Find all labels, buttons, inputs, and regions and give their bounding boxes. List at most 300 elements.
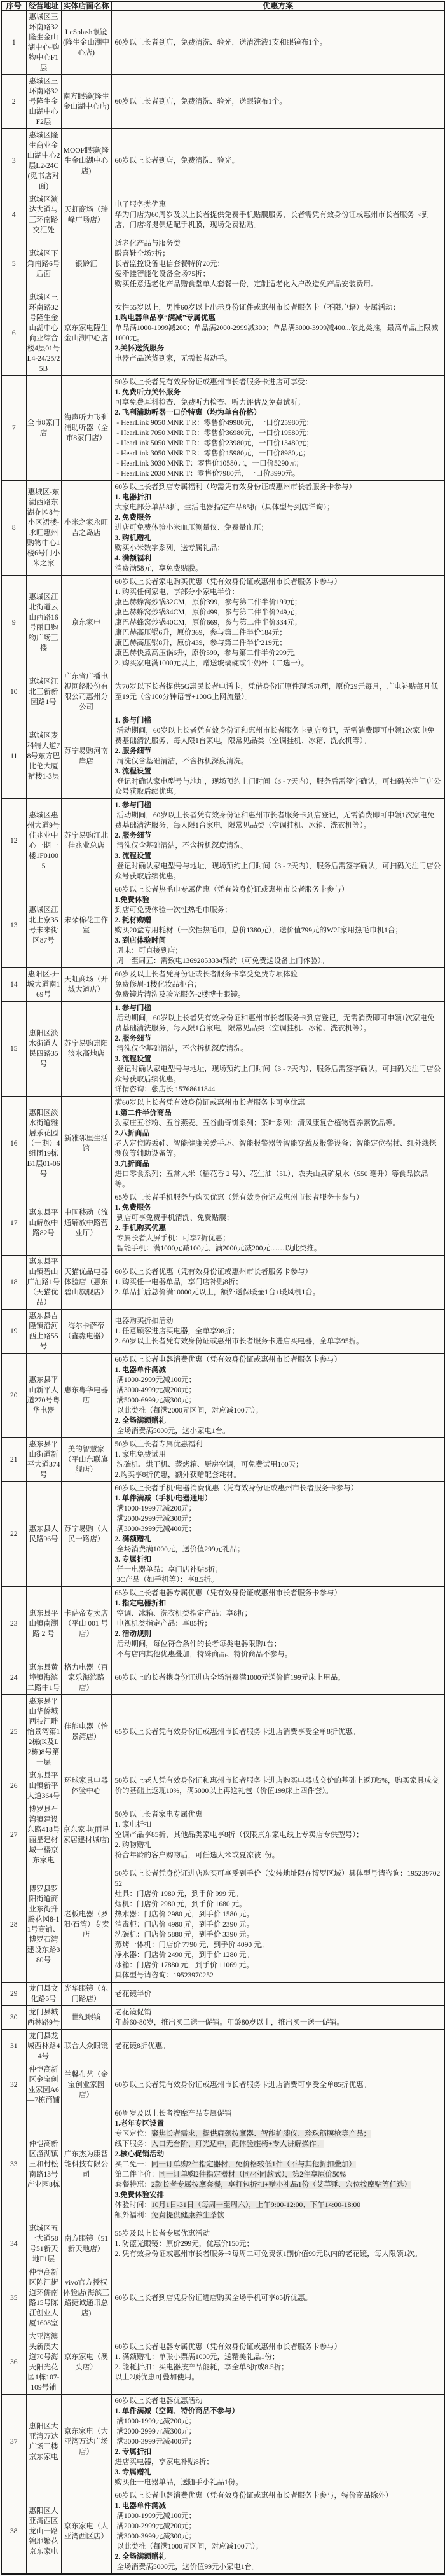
- plan-line: 满3000-3999元减300元；: [114, 2533, 196, 2540]
- table-row: [1, 376, 445, 481]
- plan-line: 3.九折商品: [114, 1160, 150, 1168]
- plan-line: 具体型号请咨询：19523970252: [114, 1972, 214, 1979]
- plan-cell: [111, 75, 445, 129]
- table-row: [1, 1097, 445, 1191]
- plan-cell: [111, 2330, 445, 2395]
- store-name-cell: MOOF眼镜(隆生金山湖中心店): [61, 129, 111, 193]
- store-name-cell: 京东家电（大亚湾西区店）: [61, 2489, 111, 2575]
- table-row: [1, 1695, 445, 1769]
- plan-line: 1. 免费服务: [114, 1204, 151, 1212]
- plan-line: 爱牵挂智能化设备全场75折；: [114, 270, 210, 278]
- store-name-cell: 南方眼镜(隆生金山湖中心店): [61, 75, 111, 129]
- plan-line: 清洗仅含基础清洁，不含拆机深度清洗。: [114, 758, 249, 765]
- table-row: [1, 1867, 445, 1983]
- plan-line: 60岁以上长者优惠（凭有效身份证或惠州市长者服务卡参与）: [114, 1268, 312, 1276]
- plan-line: 60岁以上的长者携身份证进店全场消费满1000元送价值199元床上用品。: [114, 1674, 345, 1682]
- store-name-cell: 新雅邻里生活馆: [61, 1097, 111, 1191]
- plan-line: 满1000-1999元减200元；: [114, 2418, 196, 2425]
- address-cell: 龙门县龙城西林路44号: [26, 2030, 61, 2063]
- plan-line: 劲家庄五谷粉、五谷燕麦、五谷曲奇饼系列；茶叶系列；清风康复合植物营养素饮品等。: [114, 1119, 400, 1127]
- plan-line: 老花镜促销: [114, 2009, 151, 2016]
- plan-line: 购买小米数字系列，送专属礼品；: [114, 544, 224, 552]
- plan-line: 2. 服务细节: [114, 1035, 151, 1042]
- store-name-cell: 格力电器（百家乐海滨路店）: [61, 1661, 111, 1695]
- address-cell: 惠城区演达大道与三环南路交汇处: [26, 193, 61, 237]
- plan-line: 康巴赫快煮高压锅6升，原价599，参与第二件半价299元。: [114, 649, 301, 657]
- header-serial: 序号: [1, 1, 26, 11]
- plan-line: 1. 购买任一电器单品，享门店补贴8折；: [114, 1278, 243, 1286]
- serial-cell: 8: [1, 481, 26, 576]
- plan-line: 60岁以上长者到店，免费清洗、验光，送清洗液1支和眼镜布1个。: [114, 39, 327, 46]
- address-cell: 惠东县平山华侨城西枝江畔怡景湾第12栋(K及L2栋)8号第一层: [26, 1695, 61, 1769]
- store-name-cell: 光华眼镜（东门路店）: [61, 1983, 111, 2006]
- address-cell: 惠东县平山新平大道270号粤华电器: [26, 1354, 61, 1438]
- table-row: [1, 1482, 445, 1587]
- plan-line: 老花镜半价: [114, 1990, 151, 1998]
- plan-line: 1. 购买任何家电，享部分小家电半价：: [114, 588, 239, 596]
- plan-line: 3C产品（如手机等）：享8.5折。: [114, 1576, 219, 1584]
- plan-line: 1. 单件满减（手机/电器通用）: [114, 1495, 212, 1502]
- address-cell: 惠阳区大亚湾万达广场三楼京东家电: [26, 2395, 61, 2489]
- plan-line-label: 额外福利：: [114, 2212, 151, 2219]
- store-name-cell: 小米之家永旺吉之岛店: [61, 481, 111, 576]
- address-cell: 惠城区下角南路6号后面: [26, 237, 61, 291]
- plan-line: 65岁以上长者凭有效身份证或惠州市长者服务卡进店消费享受全单8折优惠。: [114, 1728, 360, 1736]
- plan-line: 消毒柜：门店价 4980 元，到手价 2390 元。: [114, 1921, 254, 1929]
- plan-line: 女性55岁以上，男性60岁以上出示身份证件或惠州市长者服务卡（不限户籍）专属活动；: [114, 304, 400, 312]
- plan-cell: [111, 883, 445, 968]
- plan-line: 洗碗机、烘干机、蒸烤箱、厨房空调，可免费试用100天；: [114, 1461, 303, 1469]
- plan-line: 1. 免费听力关怀服务: [114, 389, 181, 396]
- plan-line: 60岁及以上长者凭身份证或长者服务卡享受免费专项体验: [114, 971, 298, 978]
- table-row: [1, 1438, 445, 1482]
- plan-cell: [111, 968, 445, 1002]
- plan-cell: [111, 1587, 445, 1661]
- serial-cell: 31: [1, 2030, 26, 2063]
- table-row: [1, 2395, 445, 2489]
- address-cell: 仲恺高新区陈江街道环侨南路15号陈江创业大厦1608室: [26, 2266, 61, 2330]
- plan-line: [115, 2210, 442, 2220]
- store-name-cell: 京东家电: [61, 576, 111, 670]
- plan-cell: [111, 1482, 445, 1587]
- plan-line: 1. 防蓝光眼镜：原价299元，优惠价150元；: [114, 2240, 254, 2248]
- plan-line: 进口零食系列；五常大米（稻花香 2 号）、花生油（5L）、农夫山泉矿泉水（550 毫升）等食品饮品等。: [114, 1170, 428, 1188]
- plan-line: 3. 流程设置: [114, 768, 151, 775]
- plan-line: 2. 全场满额赠礼: [114, 2553, 166, 2561]
- plan-cell: [111, 1002, 445, 1097]
- store-name-cell: 卡萨帝专卖店（平山 001 号店）: [61, 1587, 111, 1661]
- serial-cell: 24: [1, 1661, 26, 1695]
- table-row: [1, 75, 445, 129]
- plan-cell: [111, 2222, 445, 2266]
- plan-line: 登记时确认家电型号与地址，现场预约上门时间（3 - 7天内），服务后需签字确认，可扫码关注门店公众号获取后续优惠。: [114, 778, 441, 796]
- table-row: [1, 670, 445, 714]
- plan-line: 60岁以上长者电器消费优惠（凭有效身份证或惠州市长者服务卡参与）: [114, 1356, 341, 1364]
- store-name-cell: 南方眼镜（51新天地店）: [61, 2222, 111, 2266]
- plan-line: 1. 电器折扣: [114, 494, 151, 501]
- plan-line: 2. 耗材购赠: [114, 917, 151, 924]
- header-address: 经营地址: [26, 1, 61, 11]
- plan-line: 活动期间，每位符合条件的长者每类电器限购1台；: [114, 1640, 282, 1648]
- plan-line: 洗碗机：门店价 5880 元，到手价 3390 元。: [114, 1931, 254, 1939]
- plan-line: 50岁以上老人凭有效身份证和惠州市长者服务卡进店购买电器成交价的基础上返现5%，购买家具成交价的基础上返现10%，满5000以上再送礼包（价值199床上四件套）。: [114, 1777, 439, 1795]
- plan-line: 50岁以上长者家电专属优惠: [114, 1811, 203, 1818]
- plan-line: 65岁以上长者电器专属优惠（凭有效身份证或惠州市长者服务卡参与）: [114, 1589, 341, 1597]
- serial-cell: 2: [1, 75, 26, 129]
- plan-line: 60岁以上长者热毛巾专属优惠（凭有效身份证或惠州市长者服务卡参与）: [114, 886, 349, 894]
- plan-cell: [111, 129, 445, 193]
- plan-cell: [111, 1097, 445, 1191]
- plan-line: 电器产品送货到家，无需长者动手。: [114, 355, 232, 363]
- table-row: [1, 883, 445, 968]
- serial-cell: 15: [1, 1002, 26, 1097]
- serial-cell: 29: [1, 1983, 26, 2006]
- plan-line: 2. 单品折后总价满10000元以上，额外送保暖壶1台+暖风机1台。: [114, 1289, 320, 1296]
- plan-line: 满2000-2999元减200元；: [114, 2523, 196, 2530]
- serial-cell: 23: [1, 1587, 26, 1661]
- plan-line-detail: 聚焦长者需求，提供肩颈按摩器、智能护膝仪、珍珠筋膜枪等产品；: [151, 2130, 371, 2138]
- plan-line: 长者监控设备电信套餐特价20元；: [114, 260, 224, 268]
- plan-line: 以此类推（每满2000元区间，对应减100元）；: [114, 1407, 263, 1415]
- serial-cell: 18: [1, 1256, 26, 1310]
- plan-line: 1.第二件半价商品: [114, 1109, 172, 1117]
- address-cell: 龙门县城西林路9号: [26, 2006, 61, 2030]
- plan-line: 电器购买折扣活动: [114, 1317, 174, 1325]
- plan-line: 蒸烤一体机：门店价 7790 元，到手价 4090 元。: [114, 1941, 268, 1949]
- plan-cell: [111, 1769, 445, 1803]
- table-row: [1, 968, 445, 1002]
- plan-line: 2. 购物赠礼: [114, 1841, 151, 1849]
- plan-line: 以此类推（每满1000元区间，对应减100元）；: [114, 2543, 263, 2551]
- plan-line: 满3000-4999元减200元；: [114, 1387, 196, 1394]
- table-row: [1, 1587, 445, 1661]
- plan-line: 周一至周五：需致电13692853334预约（可免费送设备上门体验）。: [114, 957, 329, 965]
- plan-line: 1. 满额赠礼：单张小票满1000元，送精美礼品1份；: [114, 2353, 280, 2361]
- plan-line: [115, 2170, 442, 2180]
- plan-line: 60岁以上长者电器消费优惠（凭有效身份证或惠州市长者服务卡参与，特价商品除外）: [114, 2492, 393, 2500]
- plan-line: 60岁以上长者到店，免费清洗、验光。: [114, 157, 239, 165]
- table-row: [1, 1661, 445, 1695]
- table-row: [1, 129, 445, 193]
- address-cell: 仲恺高新区金宝创业家园A6—7栋商铺: [26, 2063, 61, 2107]
- store-name-cell: 中国移动（流通解放中路营业厅）: [61, 1191, 111, 1256]
- address-cell: 惠阳区淡水街道雅居乐花园（一期）4组团19栋B1层01-06号: [26, 1097, 61, 1191]
- plan-line: 康巴赫蜂窝炒锅34CM，原价499，参与第二件半价249元；: [114, 609, 302, 616]
- plan-line: 2.核心促销活动: [114, 2150, 165, 2158]
- plan-line: 满3000-3999元减400元；: [114, 1525, 196, 1533]
- plan-line: 1.购电器单品享“满减”专属优惠: [114, 314, 216, 322]
- plan-line: 详情咨询：张店长 15768611844: [114, 1086, 216, 1093]
- plan-line: 消费满58元，享免费贴膜。: [114, 565, 203, 572]
- serial-cell: 6: [1, 291, 26, 376]
- address-cell: 惠阳区-开城大道南169号: [26, 968, 61, 1002]
- plan-line: 2. 满额赠礼: [114, 1535, 151, 1543]
- plan-line: 全场消费满5000元，送小家电1台。: [114, 1427, 230, 1435]
- table-row: [1, 2107, 445, 2222]
- plan-line: 1. 指定电器折扣: [114, 1600, 166, 1607]
- plan-line: 空调、冰箱、洗衣机类指定产品：享8折；: [114, 1610, 252, 1617]
- serial-cell: 37: [1, 2395, 26, 2489]
- plan-cell: [111, 1983, 445, 2006]
- serial-cell: 28: [1, 1867, 26, 1983]
- plan-line: 2. 活动规则: [114, 1630, 151, 1638]
- plan-line-label: 线下服务：: [114, 2140, 151, 2148]
- plan-line: 3. 专属赠礼: [114, 2469, 151, 2476]
- plan-line: 康巴赫蜂窝炒锅32CM，原价399，参与第二件半价199元；: [114, 599, 302, 606]
- plan-line: 以上2项优惠可叠加使用。: [114, 2374, 199, 2381]
- serial-cell: 32: [1, 2063, 26, 2107]
- store-name-cell: 环球家具电器体验中心: [61, 1769, 111, 1803]
- store-name-cell: 天猫优品电器体验店（惠东碧山旗舰店）: [61, 1256, 111, 1310]
- store-name-cell: 世纪眼镜: [61, 2006, 111, 2030]
- plan-cell: [111, 1867, 445, 1983]
- table-row: [1, 2222, 445, 2266]
- serial-cell: 5: [1, 237, 26, 291]
- plan-line: 登记时确认家电型号与地址，现场预约上门时间（3 - 7天内），服务后需签字确认，可扫码关注门店公众号获取后续优惠。: [114, 1065, 441, 1083]
- plan-line: 2. 飞利浦助听器一口价特惠（均为单台价格）: [114, 409, 261, 417]
- plan-line: 2. 专属折扣: [114, 2448, 151, 2456]
- serial-cell: 9: [1, 576, 26, 670]
- address-cell: 惠东县平山镇新平大道364号: [26, 1769, 61, 1803]
- serial-cell: 20: [1, 1354, 26, 1438]
- plan-line: 购买任一电器单品，送随手小礼品1份。: [114, 2479, 243, 2486]
- address-cell: 惠城区麦科特大道78号东方巴比伦大厦裙楼1-3层: [26, 714, 61, 799]
- plan-line: 购买任意适老化产品赠食堂单人套餐一份，定制适老化入户改造免产品安装费用。: [114, 280, 378, 288]
- plan-cell: [111, 193, 445, 237]
- plan-line: - HearLink 9050 MNR T R：零售价49980元，一口价25980元；: [114, 419, 314, 427]
- plan-line: 50岁以上长者凭身份证进店购买可享受到手价（安装地址限在博罗区域）具体型号请咨询：19523970252: [114, 1870, 441, 1888]
- serial-cell: 17: [1, 1191, 26, 1256]
- plan-line: 1. 电器单件满减: [114, 1366, 166, 1374]
- table-row: [1, 799, 445, 883]
- plan-line: 1. 参与门槛: [114, 717, 151, 724]
- plan-cell: [111, 481, 445, 576]
- plan-line: [115, 2159, 442, 2170]
- plan-line: - HearLink 5050 MNR T R：零售价23980元，一口价13480元；: [114, 440, 314, 447]
- table-row: [1, 2330, 445, 2395]
- plan-line: 免费镜片清洗及验光服务-2楼博士眼镜。: [114, 991, 245, 999]
- plan-line: 1. 家电折扣: [114, 1821, 151, 1829]
- table-row: [1, 1983, 445, 2006]
- store-name-cell: 天虹商场（开城大道店）: [61, 968, 111, 1002]
- plan-line: 1. 参与门槛: [114, 801, 151, 809]
- table-row: [1, 2266, 445, 2330]
- plan-line: 空调产品享85折，其他品类家电享8折（仅限京东家电线上专卖店专供型号）；: [114, 1831, 364, 1839]
- plan-line: 60岁以上长者到店，免费清洗、验光，送眼镜布1个。: [114, 98, 287, 106]
- plan-line: 老人定位防丢鞋、智能健康关爱手环、智能报警器等智能穿戴及报警设备；智能定位拐杖、红外线探测仪等辅助设备等。: [114, 1140, 437, 1158]
- plan-line: 65岁以上长者手机服务与购买优惠（凭有效身份证或惠州市长者服务卡参与）: [114, 1194, 364, 1201]
- header-row: [1, 1, 445, 11]
- plan-line-label: 套餐特惠：: [114, 2181, 151, 2189]
- plan-cell: [111, 1310, 445, 1354]
- plan-cell: [111, 1803, 445, 1867]
- plan-line: 到店可享免费手机清洗、免费贴膜；: [114, 1214, 234, 1222]
- plan-line: 2. 60岁以上长者凭有效身份证或惠州市长者服务卡进店买电器，全单享95折。: [114, 1338, 364, 1345]
- plan-line: 冰箱：门店价 17880 元，到手价 11069 元。: [114, 1962, 254, 1969]
- address-cell: 惠东县吉隆镇沿河西上路55号: [26, 1310, 61, 1354]
- plan-line-detail: 同一订单购2件指定器材，免价格较低1件（不与其他折扣叠加）: [151, 2161, 356, 2168]
- address-cell: 仲恺高新区潼湖镇三和村松南路13号产业园8栋: [26, 2107, 61, 2222]
- table-row: [1, 2030, 445, 2063]
- plan-line: 3. 购机赠礼: [114, 534, 151, 542]
- serial-cell: 3: [1, 129, 26, 193]
- store-name-cell: 银龄汇: [61, 237, 111, 291]
- plan-line: 净水器：门店价 2490 元，到手价 1280 元。: [114, 1951, 254, 1959]
- plan-line-label: 买二免一：: [114, 2161, 151, 2168]
- store-name-cell: 惠东粤华电器店: [61, 1354, 111, 1438]
- plan-cell: [111, 237, 445, 291]
- plan-line: 免费修眉-1楼化妆品柜台；: [114, 981, 202, 988]
- plan-line: 1. 单件满减（空调、特价商品不参与）: [114, 2407, 239, 2415]
- plan-line: 1. 参与门槛: [114, 1004, 151, 1012]
- plan-line: 1. 电器单件满减: [114, 2502, 166, 2510]
- plan-line: 购买20盒专用耗材（一次性热毛巾，总价1380元），送价值799元的W2J家用热毛巾机1台；: [114, 927, 402, 934]
- address-cell: 惠城区江北上寮35号未来街区87号: [26, 883, 61, 968]
- table-row: [1, 1769, 445, 1803]
- plan-line: 1.老年专区设置: [114, 2120, 165, 2128]
- store-name-cell: 天虹商场（瑞峰广场店）: [61, 193, 111, 237]
- store-name-cell: 苏宁易购河南岸店: [61, 714, 111, 799]
- plan-cell: [111, 2489, 445, 2575]
- store-name-cell: LeSplash眼镜(隆生金山湖中心店): [61, 11, 111, 75]
- serial-cell: 12: [1, 799, 26, 883]
- address-cell: 惠东县黄埠镇海滨二路中1号: [26, 1661, 61, 1695]
- plan-cell: [111, 1354, 445, 1438]
- address-cell: 惠城区五一大道58号51新天地F1层: [26, 2222, 61, 2266]
- plan-line: 55岁及以上长者专属优惠活动: [114, 2230, 210, 2238]
- store-name-cell: 海尔卡萨帝（鑫淼电器）: [61, 1310, 111, 1354]
- plan-line: 清洗仅含基础清洁，不含拆机深度清洗。: [114, 1045, 249, 1053]
- plan-line: 任一电器单品：享门店补贴8折；: [114, 1566, 223, 1574]
- plan-line: 到店可免费体验一次性热毛巾服务；: [114, 906, 232, 914]
- plan-line: 满2000-2999元减300元；: [114, 1515, 196, 1523]
- plan-line: 华为门店为60周岁及以上长者提供免费手机贴膜服务，长者需凭有效身份证或惠州市长者服务卡到店，门店将提供适配手机膜，现场免费粘贴。: [114, 211, 429, 229]
- plan-line: 进店买电器，享家电补贴8折；: [114, 2458, 214, 2466]
- plan-line: 可享免费耳科检查、免费听力检查、听力评估及免费试听；: [114, 399, 305, 406]
- plan-line: 1.免费体验: [114, 896, 150, 904]
- plan-line: [115, 2139, 442, 2149]
- plan-line-label: 专区定位：: [114, 2130, 151, 2138]
- table-row: [1, 1803, 445, 1867]
- store-name-cell: 京东家电隆生金山湖中心店: [61, 291, 111, 376]
- plan-line: 60岁以上长者电器专属优惠（凭有效身份证或惠州市长者服务卡参与）: [114, 2343, 341, 2351]
- plan-line: 周末：可直接到店；: [114, 947, 182, 955]
- plan-line: 单品满1000-1999减200；单品满2000-2999减300；单品满3000-3999减400...依此类推，最高单品上限减1000元。: [114, 324, 439, 342]
- plan-line: 60岁以上长者家电购买优惠（凭有效身份证或惠州市长者服务卡参与）: [114, 578, 341, 586]
- address-cell: 博罗县罗阳街道商业东街升腾花园8-11号商铺、博罗石湾建设东路380号: [26, 1867, 61, 1983]
- address-cell: 惠城区三环南路32号隆生金山湖中心F2层: [26, 75, 61, 129]
- serial-cell: 38: [1, 2489, 26, 2575]
- table-row: [1, 576, 445, 670]
- plan-line: 不与店内其他优惠叠加，特殊商品、特价商品不参与。: [114, 1651, 292, 1658]
- plan-line: - HearLink 2030 MNR T：零售价7980元，一口价3990元。: [114, 470, 300, 478]
- plan-line-detail: 免费提供健康养生茶饮: [151, 2212, 224, 2219]
- serial-cell: 19: [1, 1310, 26, 1354]
- plan-cell: [111, 714, 445, 799]
- plan-cell: [111, 376, 445, 481]
- store-name-cell: 海声听力飞利浦助听器（全市8家门店）: [61, 376, 111, 481]
- plan-line: - HearLink 7050 MNR T R：零售价36980元，一口价19580元；: [114, 429, 314, 437]
- address-cell: 龙门县文化路5号: [26, 1983, 61, 2006]
- serial-cell: 27: [1, 1803, 26, 1867]
- plan-line: 电子服务类优惠: [114, 201, 166, 209]
- plan-line: 活动期间，60岁以上长者凭有效身份证和惠州市长者服务卡到店登记，无需消费即可申领1次家电免费基础清洗服务，每人限1台家电，限常见品类（空调挂机、冰箱、洗衣机等）。: [114, 727, 435, 745]
- plan-cell: [111, 1256, 445, 1310]
- plan-line-detail: 10月1日-31日（每周一至周六），上午9:00-12:00、下午14:00-18:00: [151, 2201, 361, 2209]
- plan-line: [115, 2129, 442, 2139]
- serial-cell: 26: [1, 1769, 26, 1803]
- table-row: [1, 1191, 445, 1256]
- plan-line: 50岁以上长者专属优惠福利: [114, 1441, 203, 1448]
- plan-line: 满5000-6999元减300元；: [114, 1397, 196, 1404]
- plan-line: 2. 凭有效身份证或惠州市长者服务卡每周二可免费领1副价值99元以内的老花镜，每人限领1次。: [114, 2250, 422, 2258]
- plan-cell: [111, 2395, 445, 2489]
- plan-line: 1. 任意顾客进店买电器，全单享98折；: [114, 1327, 239, 1335]
- discount-table: [1, 1, 445, 2575]
- plan-line: 60周岁及以上长者按摩产品专属促销: [114, 2110, 232, 2117]
- plan-line: 全场消费满5000元，送价值99元小家电1台。: [114, 2563, 259, 2571]
- serial-cell: 25: [1, 1695, 26, 1769]
- address-cell: 惠阳区大亚湾西区龙山一路锦地繁花京东家电: [26, 2489, 61, 2575]
- serial-cell: 22: [1, 1482, 26, 1587]
- plan-line: 2. 免费服务: [114, 514, 151, 522]
- plan-cell: [111, 576, 445, 670]
- store-name-cell: 京东家电（澳头店）: [61, 2330, 111, 2395]
- table-header: [1, 1, 445, 11]
- address-cell: 惠城区-东湖西路东湖花园8号小区裙楼-永旺惠州购物中心1楼6号门小米之家: [26, 481, 61, 576]
- table-row: [1, 714, 445, 799]
- serial-cell: 1: [1, 11, 26, 75]
- store-name-cell: 京东家电(丽星家居建材城店): [61, 1803, 111, 1867]
- address-cell: 惠城区隆生商业金山湖中心2层L2-24C(觅书店对面): [26, 129, 61, 193]
- address-cell: 全市8家门店: [26, 376, 61, 481]
- address-cell: 惠东县平山街道新平大道374号: [26, 1438, 61, 1482]
- table-row: [1, 1256, 445, 1310]
- plan-line: 年龄60-80岁，推出买二送一促销。年龄80岁以上，推出买一送一促销。: [114, 2019, 344, 2026]
- address-cell: 惠城区三环南路32号隆生金山湖中心商业综合楼4层01号L4-24/25/25B: [26, 291, 61, 376]
- plan-line: 全场消费满1000元，送价值299元礼品；: [114, 1546, 245, 1553]
- serial-cell: 30: [1, 2006, 26, 2030]
- plan-line: 康巴赫高压锅6升，原价369，参与第二件半价184元；: [114, 629, 287, 637]
- serial-cell: 4: [1, 193, 26, 237]
- plan-line: 活动期间，60岁以上长者凭有效身份证和惠州市长者服务卡到店登记，无需消费即可申领1次家电免费基础清洗服务，每人限1台家电，限常见品类（空调挂机、冰箱、洗衣机等）。: [114, 812, 435, 829]
- plan-line: 灶具：门店价 1980 元，到手价 999 元。: [114, 1890, 243, 1898]
- store-name-cell: 联合大众眼镜: [61, 2030, 111, 2063]
- plan-line: 登记时确认家电型号与地址，现场预约上门时间（3 - 7天内），服务后需签字确认，可扫码关注门店公众号获取后续优惠。: [114, 862, 441, 880]
- plan-line: 1. 家电免费试用: [114, 1451, 166, 1458]
- plan-cell: [111, 2030, 445, 2063]
- plan-line: 50岁以上长者凭有效身份证或惠州市长者服务卡进店可享受：: [114, 378, 312, 386]
- plan-line: 60岁以上长者电器优惠活动: [114, 2397, 203, 2405]
- address-cell: 惠阳区淡水街道人民四路35号: [26, 1002, 61, 1097]
- plan-cell: [111, 1191, 445, 1256]
- plan-line: - HearLink 3050 MNR T R：零售价15980元，一口价8980元；: [114, 450, 310, 457]
- plan-line: [115, 2180, 442, 2190]
- address-cell: 惠东县平山解放中路82号: [26, 1191, 61, 1256]
- plan-line: 3.免费体验安排: [114, 2191, 165, 2199]
- store-name-cell: vivo官方授权体验店(海滨三路捷诚通讯总店): [61, 2266, 111, 2330]
- serial-cell: 21: [1, 1438, 26, 1482]
- plan-line: 2.购买享8折优惠，额外获赠配套耗材。: [114, 1471, 241, 1479]
- store-name-cell: 苏宁易购（人民一路店）: [61, 1482, 111, 1587]
- plan-line: 热水器：门店价 2980 元，到手价 1580 元。: [114, 1911, 254, 1918]
- serial-cell: 35: [1, 2266, 26, 2330]
- store-name-cell: 苏宁易购江北佳兆业总店: [61, 799, 111, 883]
- plan-line: 电视机类指定产品：享85折；: [114, 1620, 212, 1628]
- table-row: [1, 1354, 445, 1438]
- plan-line: 满2000-2999元减300元；: [114, 2428, 196, 2435]
- store-name-cell: 广东省广播电视网络股份有限公司惠州分公司: [61, 670, 111, 714]
